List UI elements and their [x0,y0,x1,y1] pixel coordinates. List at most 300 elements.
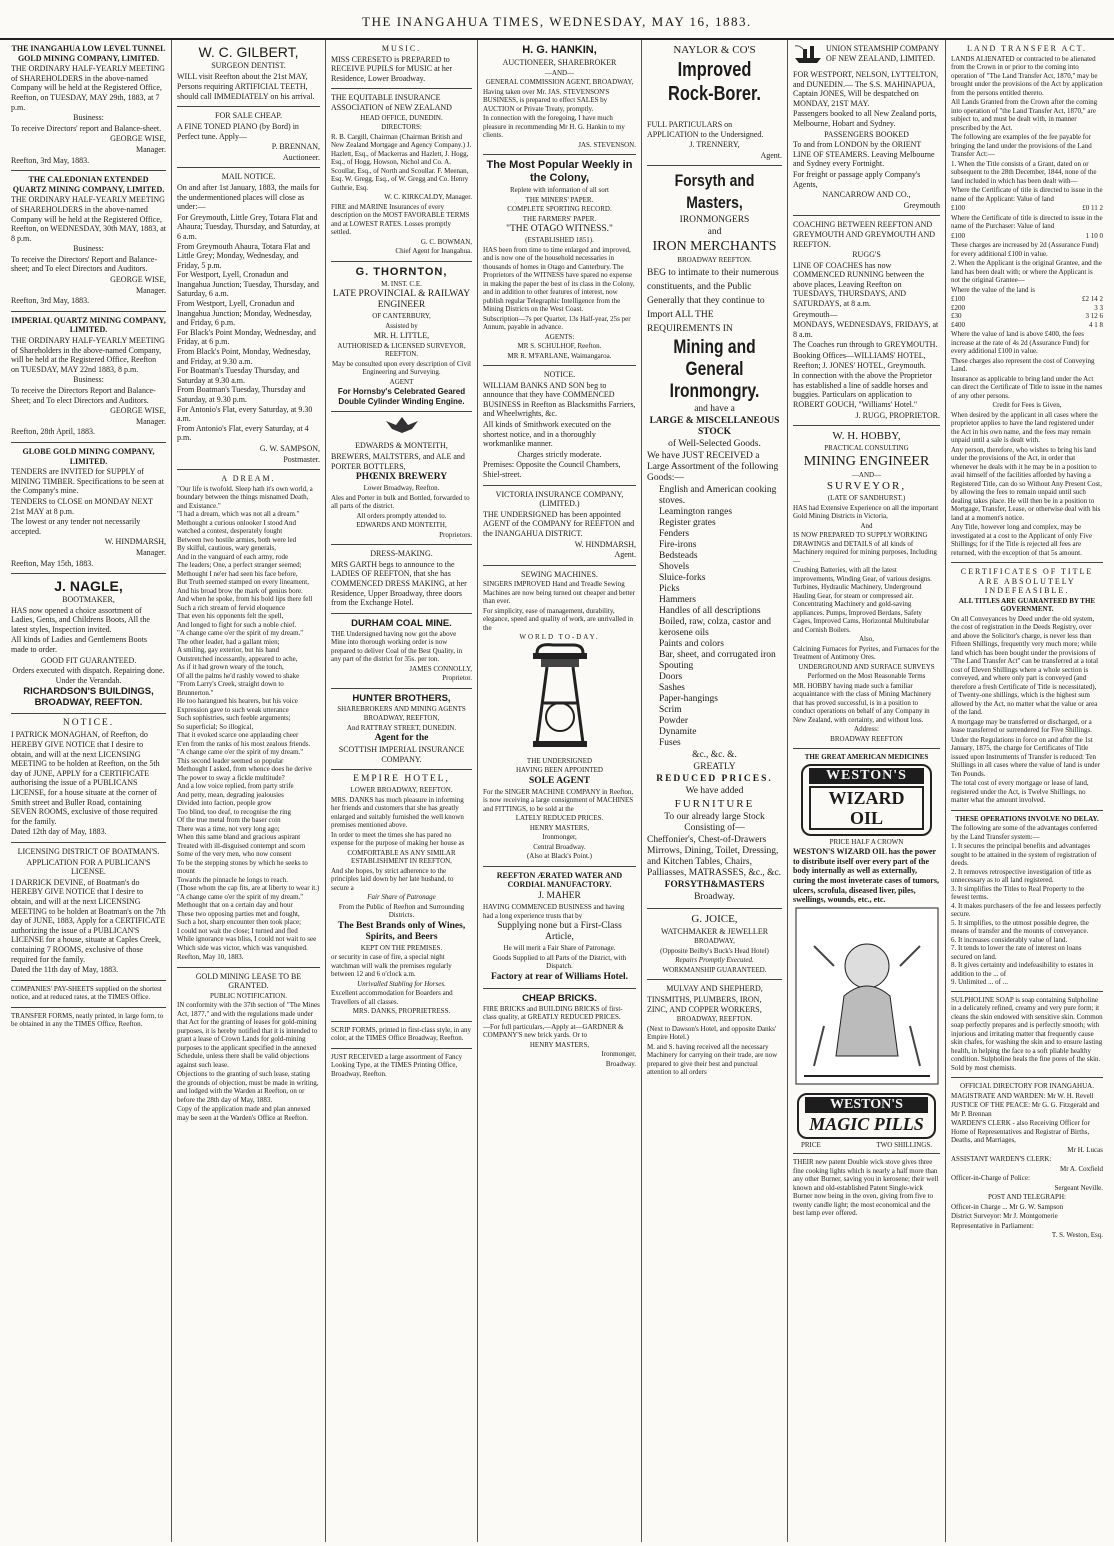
ad-title: "THE OTAGO WITNESS." [506,224,613,235]
ad-heading: MUSIC. [381,44,422,53]
ad-footer: Factory at rear of Williams Hotel. [490,971,629,982]
ad-signature-title: Agent. [760,150,782,160]
ad-body: AUCTIONEER, SHAREBROKER [502,58,617,67]
poem-line: Methought that on a certain day and hour [177,901,293,910]
ad-body-3: M. and S. having received all the necessary Machinery for carrying on their trade, are now prepared to give their best and punctual attention to all orders [647,1042,778,1077]
ad-joice-watchmaker [647,909,782,981]
ad-heading: W. C. GILBERT, [198,44,299,60]
advantage-item: 6. It increases considerably value of land. [951,935,1068,944]
poem-line: This second leader seemed so popular [177,756,284,765]
ad-brand: The Best Brands only of Wines, Spirits, and Beers [337,920,466,942]
ad-heading: DRESS-MAKING. [370,549,433,559]
ad-kept: KEPT ON THE PREMISES. [360,943,443,952]
ad-body-3: To our already large Stock Consisting of— [664,811,765,833]
ad-body: MRS. DANKS has much pleasure in informing her friends and customers that she has greatly enlarged and suitably furnished the well known premises mentioned above. [331,795,464,830]
ad-body: FIRE and MARINE Insurances of every description on the MOST FAVORABLE TERMS and at LOWEST RATES. Losses promptly settled. [331,202,470,237]
ad-body-2: A mortgage may be transferred or discharged, or a lease transferred or surrendered for Five Shillings. [951,717,1092,735]
magic-pills-illustration-icon [793,906,940,1091]
ad-body-4: The total cost of every mortgage or lease of land, registered under the Act, is Twelve Shillings, no matter what the amount involved. [951,779,1089,805]
directory-row: WARDEN'S CLERK - also Receiving Officer for Home of Representatives and Registrar of Births, Deaths, and Marriages, [951,1119,1090,1145]
fee-row [951,204,1103,213]
ad-body: WILL visit Reefton about the 21st MAY, [177,71,308,81]
ad-passengers: PASSENGERS BOOKED [824,129,909,139]
ad-body-2: IS NOW PREPARED TO SUPPLY WORKING DRAWINGS and DETAILS of all kinds of Machinery required for mining purposes, Including— [793,531,937,565]
ad-date: Reefton, 28th April, 1883. [11,427,95,437]
mail-schedule-line: From Antonio's Flat, every Saturday, at 4 p.m. [177,423,309,443]
column-7 [946,40,1108,1542]
ad-directors: R. B. Cargill, Chairman (Chairman British and New Zealand Mortgage and Agency Company.) J. Hazlett, Esq., of Mackerras and Hazlett, J. Hogg, Esq., of Hogg, Howson, Nichol and Co. A. Scoullar, Esq., of North and Scoullar. F. Meenan, Esq. W. Gregg, Esq., of W. Gregg and Co. Henry Guthrie, Esq. [331,132,472,192]
ad-body-5: In connection with the above the Proprietor has established a line of saddle horses and buggies. Particulars on application to ROBERT GOUCH, "Williams' Hotel." [793,371,933,409]
ad-directors-heading: DIRECTORS: [381,123,422,132]
ad-heading: VICTORIA INSURANCE COMPANY, (LIMITED.) [495,489,624,509]
ad-victoria-insurance [483,486,636,566]
fee-amount: £2 14 2 [1082,295,1103,304]
ad-body-3: Copy of the application made and plan annexed may be seen at the Warden's Office at Reefton. [177,1105,311,1122]
ad-heading: CHEAP BRICKS. [522,992,597,1004]
goods-list-item: Scrim [659,704,682,715]
ad-heading: MULVAY AND SHEPHERD, [666,984,763,994]
mail-schedule-line: From Greymouth Ahaura, Totara Flat and Little Grey; Monday, Wednesday, and Friday, 5 p.m. [177,241,311,270]
ad-body: TENDERS are INVITED for SUPPLY of MINING TIMBER. Specifications to be seen at the Company's mine. [11,467,164,496]
directory-row: Mr H. Lucas [1067,1145,1103,1154]
mail-schedule-line: For Greymouth, Little Grey, Totara Flat and Ahaura; Tuesday, Thursday, and Saturday, at 6 a.m. [177,212,320,241]
ad-signature-4: (Also at Black's Point.) [526,852,593,861]
ad-body: FIRE BRICKS and BUILDING BRICKS of first-class quality, at GREATLY REDUCED PRICES. [483,1004,623,1022]
directory-row: Mr A. Coxfield [1060,1164,1103,1173]
ad-piano-sale [177,107,320,168]
ad-have: and have a [694,403,735,414]
directory-row: T. S. Weston, Esq. [1051,1231,1103,1240]
ad-body-7: or security in case of fire, a special night watchman will walk the premises regularly between 12 and 6 o'clock a.m. [331,953,452,979]
ad-and: —AND— [851,470,882,479]
poem-line: Towards the pinnacle he longs to reach. [177,875,288,884]
poem-line: But Truth seemed stamped on every lineament, [177,578,310,587]
column-4 [478,40,642,1542]
mail-schedule-line: From Boatman's Tuesday, Thursday and Saturday, at 9.30 p.m. [177,385,306,404]
ad-body: I DARRICK DEVINE, of Boatman's do HEREBY GIVE NOTICE that I desire to obtain, and will at the next LICENSING MEETING to be holden at Boatman's on the 7th day of JUNE, 1883, Apply for a CERTIFICATE authorizing the issue of a PUBLICAN'S LICENSE for a house, situate at Caples Creek, containing 7 ROOMS, exclusive of those required for the family. [11,877,166,964]
ad-heading: THE CALEDONIAN EXTENDED QUARTZ MINING COMPANY, LIMITED. [12,175,165,194]
poem-line: "Our life is twofold. Sleep hath it's own world, a boundary between the things misnamed Death, and Existance." [177,484,313,510]
ad-body-5: AUTHORISED & LICENSED SURVEYOR, REEFTON. [337,341,466,359]
mail-schedule-line: For Boatman's Tuesday Thursday, and Saturday at 9.30 a.m. [177,366,300,385]
fee-amount: 4 1 8 [1089,320,1103,329]
fee-row [951,321,1103,330]
ad-body: BEG to intimate to their numerous constituents, and the Public Generally that they continue to Import ALL THE REQUIREMENTS IN [647,267,779,334]
ad-signature: J. RUGG, PROPRIETOR. [855,410,940,420]
ad-body-2: GENERAL COMMISSION AGENT, BROADWAY, [485,78,634,87]
poem-line: "A change came o'er the spirit of my dream." [177,629,304,638]
goods-list-item: Fire-irons [659,539,697,550]
ad-brand: MINING ENGINEER [803,453,930,469]
ad-body-3: He will merit a Fair Share of Patronage. [503,944,616,953]
column-3 [326,40,478,1542]
ad-body: The following are some of the advantages conferred by the Land Transfer system:— [951,824,1097,841]
directory-row: Representative in Parliament: [951,1221,1034,1230]
ad-edwards-monteith [331,412,472,545]
ad-body-2: For simplicity, ease of management, durability, elegance, speed and quality of work, are unrivalled in the [483,606,634,632]
ad-signature-title: Manager. [136,547,166,557]
ad-body-2: —For full particulars,—Apply at—GARDNER & COMPANY'S new brick yards. Or to [483,1022,624,1040]
ad-subheading: Replete with information of all sort [510,186,609,195]
goods-list-item: Hammers [659,594,696,605]
ad-body: THE UNDERSIGNED has been appointed AGENT of the COMPANY for REEFTON and the INANGAHUA DISTRICT. [483,509,635,538]
ad-body-6: From the Public of Reefton and Surrounding Districts. [338,902,465,920]
ad-rugg-coaching [793,216,940,426]
poem-line: These two opposing parties met and fought, [177,909,300,918]
advantage-item: 5. It simplifies, to the utmost possible degree, the means of transfer and the mounts of conveyance. [951,918,1089,936]
ad-added: We have added [685,785,744,796]
ad-heading: THESE OPERATIONS INVOLVE NO DELAY. [955,814,1099,823]
ad-etc: &c., &c. &. [692,749,737,760]
ad-body-3: Crushing Batteries, with all the latest improvements, Winding Gear, of various designs. Turbines, Hydraulic Machinery, Underground Hauling Gear, for steam or compressed air. Concentrating Machinery and gold-saving appliances. Pumps, Improved Berdans, Safety Cages, Improved Cams, Horizontal Multitubular and Cornish Boilers. [793,566,932,634]
ad-signature: NANCARROW AND CO., [822,190,911,200]
ad-signature: G. C. BOWMAN, [420,237,472,246]
poem-line: And when he spoke, from his bold lips there fell [177,595,313,604]
ad-signature-title: Manager. [136,144,166,154]
advantage-item: 8. It gives certainty and indefeasibility to estates in addition to the ... of [951,961,1094,978]
ad-heading: HUNTER BROTHERS, [352,692,451,704]
mail-schedule-line: From Westport, Lyell, Cronadun and Inangahua Junction; Monday, Wednesday, and Friday, 6 p.m. [177,299,312,328]
ad-equitable-insurance [331,89,472,261]
ad-transfer-forms [11,1008,166,1034]
ad-greatly: GREATLY [693,761,736,772]
ad-subscription: Subscription—7s per Quarter, 13s Half-year, 25s per Annum, payable in advance. [483,314,631,332]
ad-surveyor: SURVEYOR, [826,480,907,493]
poem-line: Of the true metal from the baser coin [177,816,281,825]
ad-heading: GLOBE GOLD MINING COMPANY, LIMITED. [22,446,155,466]
ad-greymouth: Greymouth— [793,309,838,319]
goods-list [647,485,782,749]
ad-signature: JAS. STEVENSON. [578,140,636,149]
advantage-item: 3. It simplifies the Titles to Real Property to the fewest terms. [951,884,1085,902]
ad-well-selected: of Well-Selected Goods. [668,438,761,449]
ad-address: Lower Broadway, Reefton. [363,484,440,493]
advantage-item: 4. It makes purchasers of the fee and lessees perfectly secure. [951,901,1102,919]
poem-line: Methought a curious onlooker I stood And watched a contest, desperately fought [177,518,296,536]
goods-list-item: Shovels [659,561,690,572]
goods-list-item: Bar, sheet, and corrugated iron [659,649,776,660]
poem-line: The power to sway a fickle multitude? [177,773,285,782]
ad-durham-coal [331,614,472,689]
ad-body-8: Excellent accommodation for Boarders and Travellers of all classes. [331,989,453,1006]
ad-address: BROADWAY REEFTON [830,734,903,743]
ad-agent: AGENT [389,377,414,386]
ad-business: To receive the Directors' Report and Balance-sheet; and To elect Directors and Auditors. [11,254,158,274]
goods-list-item: Handles of all descriptions [659,605,761,616]
ad-body-4: And she hopes, by strict adherence to the principles laid down by her late husband, to secure a [331,866,454,892]
poem-line: The leaders; One, a perfect stranger seemed; [177,561,302,570]
ad-subheading: M. INST. C.E. [381,279,422,288]
ad-large-stock: LARGE & MISCELLANEOUS STOCK [649,415,780,437]
ad-subheading-2: IRON MERCHANTS [652,239,777,255]
ad-heading: SEWING MACHINES. [521,569,598,579]
fee-amount: £0 11 2 [1082,204,1103,213]
ad-brand: Improved Rock-Borer. [668,59,761,105]
goods-list-item: English and American cooking stoves. [659,484,777,506]
goods-list-item: Picks [659,583,680,594]
ad-repairs: Repairs Promptly Executed. [675,956,754,965]
ad-body-2: (Opposite Beilby's Buck's Head Hotel) [660,946,769,955]
ad-body-5: Fair Share of Patronage [367,893,436,902]
ad-address: BROADWAY, REEFTON, [363,714,440,723]
ad-subheading: APPLICATION FOR A PUBLICAN'S LICENSE. [26,857,151,877]
ad-body: A FINE TONED PIANO (by Bord) in Perfect tune. Apply— [177,121,299,141]
ad-also: Also, [859,635,874,644]
ad-signature-2: Ironmonger, [601,1050,636,1059]
ad-price-label: PRICE [801,1140,821,1149]
newspaper-title: THE INANGAHUA TIMES, WEDNESDAY, MAY 16, 1883. [362,14,752,29]
advantage-item: 2. It removes retrospective investigation of title as unnecessary as to all land registered. [951,867,1092,885]
poem-line: When this same bland and gracious aspirant [177,833,301,842]
directory-heading: OFFICIAL DIRECTORY FOR INANGAHUA. [960,1082,1094,1091]
ad-signature-title: Manager. [136,416,166,426]
ad-and: and [707,227,722,238]
ad-thornton-engineer [331,262,472,413]
goods-list-item: Leamington ranges [659,506,733,517]
poem-line: "From Larry's Creek, straight down to Brunnerton." [177,680,284,697]
phoenix-emblem-icon [331,415,472,440]
ad-heading: GOLD MINING LEASE TO BE GRANTED. [195,971,302,991]
ad-signature: GEORGE WISE, [110,275,166,285]
poem-line: Some of the very men, who now consent [177,850,292,859]
ad-body: LINE OF COACHES has now COMMENCED RUNNING between the above places, Leaving Reefton on TUESDAYS, THURSDAYS, AND SATURDAYS, at 8 a.m. [793,260,925,309]
ad-fancy-type [331,1049,472,1084]
ad-signature: P. BRENNAN, [271,142,320,152]
ad-feature-1: THE MINERS' PAPER. [525,195,594,204]
mail-schedule-line: From Black's Point, Monday, Wednesday, and Friday, at 9.30 a.m. [177,347,311,366]
ad-body-4: LATELY REDUCED PRICES. [515,814,604,823]
poem-line: Treated with ill-disguised contempt and scorn [177,841,306,850]
ad-pay-sheets [11,981,166,1008]
ad-body: MISS CERESETO is PREPARED to RECEIVE PUPILS for MUSIC at her Residence, Lower Broadway. [331,54,453,83]
ad-signature-title: Agent. [614,550,636,560]
ad-date: Dated 12th day of May, 1883. [11,827,107,837]
ad-body-2: In order to meet the times she has pared no expense for the purpose of making her house as [331,830,465,848]
ad-agents-heading: AGENTS: [544,332,575,341]
ad-body-4: Premises: Opposite the Council Chambers, Shiel-street. [483,460,621,480]
poem-line: Which side was victor, which was vanquished. [177,943,308,952]
ad-mulvay-shepherd [647,980,782,1081]
ad-subheading: PUBLIC NOTIFICATION. [210,991,287,1000]
ad-heading: G. THORNTON, [355,265,448,278]
fee-value: £30 [951,312,962,321]
poem-date: Reefton, May 10, 1883. [177,953,244,962]
goods-list-item: Spouting [659,660,694,671]
ad-signature-title: Chief Agent for Inangahua. [395,247,472,256]
ad-low-level-tunnel [11,40,166,171]
ad-body-2: Objections to the granting of such lease, stating the grounds of objection, must be made in writing, and lodged with the Warden at Reefton, on or before the 28th day of May, 1883. [177,1070,319,1104]
ad-body-4: Calcining Furnaces for Pyrites, and Furnaces for the Treatment of Antimony Ores. [793,644,940,662]
goods-list-item: Boiled, raw, colza, castor and kerosene oils [659,616,772,638]
goods-list-item: Fuses [659,737,681,748]
ad-heading: NAYLOR & CO'S [673,44,756,56]
ad-heading: NOTICE. [543,370,576,380]
ad-body-2: All kinds of Ladies and Gentlemens Boots made to order. [11,635,147,655]
poem-line: A smiling, gay exterior, but his hand [177,646,279,655]
ad-body: THE ORDINARY HALF-YEARLY MEETING of SHAREHOLDERS in the above-named Company will be held at the Registered Office, Reefton, on TUESDAY, MAY 29th, 1883, at 7 p.m. [11,64,165,112]
ad-body-2: Ales and Porter in bulk and Bottled, forwarded to all parts of the district. [331,493,470,511]
ad-cheap-bricks [483,989,636,1074]
fee-value: £200 [951,303,965,312]
poem-line: While ignorance was bliss, I could not wait to see [177,935,317,944]
ad-scrip-forms [331,1022,472,1049]
poem-line: That it evoked scarce one applauding cheer [177,731,299,740]
column-5 [642,40,788,1542]
poem-line: "A change came o'er the spirit of my dream." [177,892,304,901]
ad-example-1d: These charges are increased by 2d (Assurance Fund) for every additional £100 in value. [951,241,1099,258]
ad-body: SHAREBROKERS AND MINING AGENTS [337,704,466,713]
directory-row: Officer-in-Charge of Police: [951,1174,1030,1183]
ad-company: SCOTTISH IMPERIAL INSURANCE COMPANY. [338,745,465,764]
ad-date: Reefton, 3rd May, 1883. [11,155,90,165]
ad-agent: Agent for the [374,733,429,744]
ad-mail-notice [177,168,320,470]
ad-business-heading: Business: [73,244,104,254]
ad-hunter-brothers [331,689,472,771]
ad-heading: UNION STEAMSHIP COMPANY OF NEW ZEALAND, LIMITED. [826,44,939,63]
poem-line: Methought I asked, from whence does he derive [177,765,312,774]
column-1 [6,40,172,1542]
ad-body: LATE PROVINCIAL & RAILWAY ENGINEER [332,289,471,311]
ad-sulpholine-soap [951,992,1103,1079]
ad-body-2: All kinds of Smithwork executed on the shortest notice, and in a thoroughly workmanlike manner. [483,420,611,449]
ad-body: SULPHOLINE SOAP is soap containing Sulpholine in a delicately refined, creamy and very pure form; it cleans the skin endowed with sensitive skin. Common soap perfectly prepares and is perfectly smooth; with injurious and irritating matter that frequently cause skin chafes, for washing the skin and to ensure lasting health, in helping the face to a soft pliable healthy condition. Sulpholine heals the fine pores of the skin. Sold by most chemists. [951,995,1103,1072]
ad-business-heading: Business: [73,113,104,123]
poem-line: Outstretched incessantly, appeared to ache, [177,654,298,663]
goods-list-item: Paper-hangings [659,693,718,704]
ad-credit: Credit for Fees is Given, [992,401,1062,410]
ad-signature: EDWARDS AND MONTEITH, [356,521,447,530]
fee-row [951,295,1103,304]
poem-line: Too blind, too deaf, to recognise the ring [177,807,292,816]
goods-list-item: Dynamite [659,726,697,737]
ad-heading: MAIL NOTICE. [221,172,276,182]
ad-subheading: PRACTICAL CONSULTING [824,444,909,453]
ad-feature-2: COMPLETE SPORTING RECORD. [507,205,612,214]
fee-value: £100 [951,295,965,304]
ad-westons-wizard-oil [793,749,940,1154]
ad-address: BROADWAY, REEFTON. [676,1015,753,1024]
sewing-machine-icon [483,643,636,756]
poem-line: Such sophistries, such feeble arguments; [177,714,291,723]
column-6 [788,40,946,1542]
ad-subheading: IRONMONGERS [679,215,750,226]
ad-body-3: Having taken over Mr. JAS. STEVENSON'S BUSINESS, is prepared to effect SALES by AUCTION or Private Treaty, promptly. [483,87,610,113]
official-directory [951,1078,1103,1245]
ad-body-2: Persons requiring ARTIFICIAL TEETH, should call IMMEDIATELY on his arrival. [177,82,315,101]
ad-body-7: Any Title, however long and complex, may be investigated at a cost to the Applicant of only Five Shillings; for if the Title is rejected all fees are returned, with the exception of that 5s amount. [951,523,1092,557]
ad-caledonian [11,171,166,312]
ad-established: (ESTABLISHED 1851). [525,236,594,245]
ad-brand: PHŒNIX BREWERY [355,472,448,483]
ad-body: WATCHMAKER & JEWELLER [660,926,769,936]
ad-body: HAS had Extensive Experience on all the important Gold Mining Districts in Victoria, [793,503,939,521]
poem-line: Methought I ne'er had seen his face before, [177,569,298,578]
ad-signature: J. TRENNERY, [689,140,740,150]
ad-heading: LICENSING DISTRICT OF BOATMAN'S. [17,846,160,856]
ad-business: To receive the Directors Report and Balance-Sheet; and To elect Directors and Auditors. [11,386,156,405]
poem-line: (Those whom the cap fits, are at liberty to wear it.) [177,884,320,893]
goods-list-item: Powder [659,715,689,726]
ad-body-2: Supplying none but a First-Class Article, [497,921,622,943]
ad-appointed: HAVING BEEN APPOINTED [516,766,603,775]
ad-body-3: To and from LONDON by the ORIENT LINE OF STEAMERS. Leaving Melbourne and Sydney every Fortnight. [793,140,935,169]
ad-heading: G. JOICE, [691,912,738,925]
ad-address-heading: Address: [854,725,879,734]
ad-body-2: OF CANTERBURY, [372,312,431,321]
goods-list-item: Paints and colors [659,638,724,649]
ad-heading: H. G. HANKIN, [522,44,597,56]
ad-furniture: FURNITURE [674,797,755,810]
poem-line: Expression gave to such weak utterance [177,705,289,714]
ad-body-2: We have JUST RECEIVED a Large Assortment of the following Goods:— [647,450,779,483]
ad-heading: EDWARDS & MONTEITH, [355,441,448,451]
ad-certificates-of-title [951,563,1103,811]
ad-body-3: COMFORTABLE AS ANY SIMILAR ESTABLISHMENT IN REEFTON, [347,848,456,866]
ad-body-2: MONDAYS, WEDNESDAYS, FRIDAYS, at 8 a.m. [793,320,939,339]
ad-footer: For Hornsby's Celebrated Geared Double Cylinder Winding Engine. [337,387,466,406]
ad-body: LANDS ALIENATED or contracted to be alienated from the Crown in or prior to the coming into operation of "The Land Transfer Act, 1870," may be brought under the provisions of the Act by application from the persons entitled thereto. [951,54,1103,97]
ad-example-1: 1. When the Title consists of a Grant, dated on or subsequent to the 28th December, 1844, none of the land included in which has been dealt with— [951,159,1097,185]
column-2 [172,40,326,1542]
poem-line: And in the vanguard of each army, rode [177,552,289,561]
ad-body-4: Booking Offices—WILLIAMS' HOTEL, Reefton; J. JONES' HOTEL, Greymouth. [793,351,926,370]
ad-and-2: And [860,521,873,530]
fee-amount: 3 3 [1094,303,1103,312]
ad-heading: THE EQUITABLE INSURANCE ASSOCIATION of NEW ZEALAND [331,93,452,112]
ad-manager: W. C. KIRKCALDY, Manager. [384,193,472,202]
ad-and: —AND— [544,68,575,77]
ad-body-3: The lowest or any tender not necessarily accepted. [11,517,141,536]
ad-signature: GEORGE WISE, [110,134,166,144]
ad-body: BREWERS, MALTSTERS, and ALE and PORTER BOTTLERS, [331,451,465,471]
ad-body: THEIR new patent Double wick stove gives three fine cooking lights which is nearly a half more than any other Burner, saving you in kerosene; their well known and old-established Patent Single-wick Burner now being in the oven, giving from five to twenty candle light; the most economical and the best lamp ever offered. [793,1158,939,1218]
ad-banks-notice [483,366,636,486]
fee-value: £400 [951,320,965,329]
ad-subheading: HEAD OFFICE, DUNEDIN. [360,113,443,122]
ad-example-2-label: Where the value of the land is [951,285,1035,294]
ad-signature: MRS. DANKS, PROPRIETRESS. [352,1007,451,1016]
ad-signature-title: Proprietors. [439,530,472,539]
ad-signature: GEORGE WISE, [110,406,166,416]
ad-brand: WESTON'S [809,768,924,784]
ad-heading: Forsyth and Masters, [674,171,755,213]
ad-empire-hotel [331,770,472,1022]
ad-body-4: Goods Supplied to all Parts of the District, with Dispatch. [492,953,627,971]
ad-body: TINSMITHS, PLUMBERS, IRON, ZINC, AND COPPER WORKERS, [647,995,762,1014]
ad-price: PRICE HALF A CROWN [829,837,904,846]
ad-body-2: Passengers booked to all New Zealand ports, Melbourne, Hobart and Sydney. [793,109,937,128]
ad-signature: G. W. SAMPSON, [259,443,320,453]
ad-name: J. MAHER [538,891,581,902]
ad-union-steamship [793,40,940,216]
ad-body-3: The Coaches run through to GREYMOUTH. [793,340,938,350]
poem-line: The other leader, had a gallant mien; [177,637,280,646]
advantage-item: 9. Unlimited ... of ... [951,978,1008,987]
ad-music [331,40,472,89]
ad-signature: HENRY MASTERS, [529,1040,590,1049]
ad-body-3: Assisted by [385,321,418,330]
ad-body: IN conformity with the 37th section of "The Mines Act, 1877," and with the regulations made under that Act for the granting of leases for gold-mining purposes, it is hereby notified that it is intended to grant a lease of Crown Lands for gold-mining purposes to the applicant specified in the annexed Schedule, unless there shall be valid objections against such lease. [177,1001,320,1069]
ad-heading: J. NAGLE, [54,578,123,595]
ad-body: SINGERS IMPROVED Hand and Treadle Sewing Machines are now being turned out cheaper and better than ever. [483,580,635,606]
ad-body-6: MR. HOBBY having made such a familiar acquaintance with the class of Mining Machinery that has proved successful, is in a position to conduct operations on behalf of any Company in New Zealand, with certainty, and without loss. [793,681,932,724]
ad-rugg: RUGG'S [852,250,881,260]
ad-signature-3: Central Broadway. [533,842,586,851]
ad-signature-title: Manager. [136,285,166,295]
ad-body-2: TENDERS to CLOSE on MONDAY NEXT 21st MAY at 8 p.m. [11,496,153,516]
ad-heading: THE INANGAHUA LOW LEVEL TUNNEL GOLD MINING COMPANY, LIMITED. [11,44,166,63]
